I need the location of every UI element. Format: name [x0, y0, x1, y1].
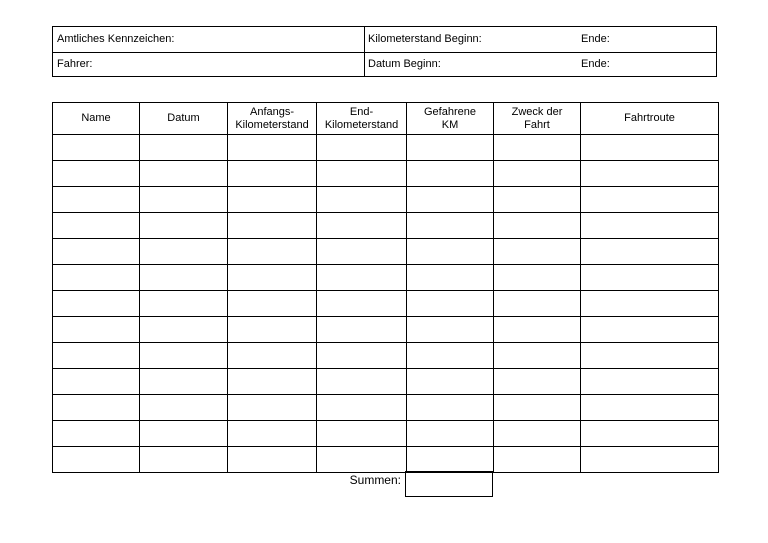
table-row	[53, 135, 719, 161]
table-cell[interactable]	[140, 265, 228, 291]
table-cell[interactable]	[228, 291, 317, 317]
table-cell[interactable]	[317, 161, 407, 187]
column-header-label: Name	[81, 112, 111, 124]
table-cell[interactable]	[228, 395, 317, 421]
table-cell[interactable]	[53, 161, 140, 187]
table-cell[interactable]	[53, 135, 140, 161]
table-cell[interactable]	[494, 161, 581, 187]
table-cell[interactable]	[581, 265, 719, 291]
table-cell[interactable]	[53, 187, 140, 213]
table-cell[interactable]	[407, 447, 494, 473]
table-cell[interactable]	[317, 395, 407, 421]
table-cell[interactable]	[228, 265, 317, 291]
vehicle-info-box	[52, 26, 717, 77]
totals-km-cell[interactable]	[405, 471, 493, 497]
table-cell[interactable]	[53, 291, 140, 317]
table-cell[interactable]	[140, 161, 228, 187]
table-cell[interactable]	[317, 291, 407, 317]
table-cell[interactable]	[581, 135, 719, 161]
table-cell[interactable]	[407, 161, 494, 187]
table-cell[interactable]	[581, 447, 719, 473]
table-cell[interactable]	[140, 213, 228, 239]
table-cell[interactable]	[228, 447, 317, 473]
table-cell[interactable]	[494, 395, 581, 421]
table-cell[interactable]	[581, 187, 719, 213]
totals-label: Summen:	[349, 473, 401, 487]
trip-log-table	[52, 102, 719, 473]
table-cell[interactable]	[228, 369, 317, 395]
table-cell[interactable]	[317, 213, 407, 239]
column-header-label: Zweck der Fahrt	[511, 105, 563, 131]
table-cell[interactable]	[53, 239, 140, 265]
table-cell[interactable]	[317, 447, 407, 473]
column-header-label: End- Kilometerstand	[324, 105, 399, 131]
table-cell[interactable]	[228, 421, 317, 447]
odometer-start-label: Kilometerstand Beginn:	[368, 33, 482, 45]
table-cell[interactable]	[140, 135, 228, 161]
table-cell[interactable]	[53, 395, 140, 421]
driver-label: Fahrer:	[57, 58, 93, 70]
table-cell[interactable]	[53, 265, 140, 291]
table-cell[interactable]	[140, 421, 228, 447]
table-row	[53, 291, 719, 317]
table-cell[interactable]	[140, 291, 228, 317]
table-cell[interactable]	[407, 187, 494, 213]
column-header-label: Gefahrene KM	[424, 105, 476, 131]
table-cell[interactable]	[317, 421, 407, 447]
table-cell[interactable]	[317, 369, 407, 395]
table-cell[interactable]	[407, 265, 494, 291]
table-cell[interactable]	[317, 265, 407, 291]
table-cell[interactable]	[494, 239, 581, 265]
table-cell[interactable]	[407, 317, 494, 343]
table-cell[interactable]	[494, 369, 581, 395]
table-cell[interactable]	[140, 447, 228, 473]
table-cell[interactable]	[581, 421, 719, 447]
table-cell[interactable]	[494, 213, 581, 239]
table-cell[interactable]	[228, 239, 317, 265]
table-cell[interactable]	[581, 395, 719, 421]
table-cell[interactable]	[228, 187, 317, 213]
table-row	[53, 343, 719, 369]
table-cell[interactable]	[407, 135, 494, 161]
table-cell[interactable]	[407, 421, 494, 447]
column-header-label: Fahrtroute	[624, 112, 675, 124]
table-cell[interactable]	[494, 291, 581, 317]
date-start-label: Datum Beginn:	[368, 58, 441, 70]
table-cell[interactable]	[140, 239, 228, 265]
table-cell[interactable]	[494, 317, 581, 343]
table-cell[interactable]	[140, 317, 228, 343]
table-cell[interactable]	[581, 317, 719, 343]
table-cell[interactable]	[494, 343, 581, 369]
table-cell[interactable]	[228, 161, 317, 187]
table-cell[interactable]	[581, 369, 719, 395]
table-cell[interactable]	[228, 135, 317, 161]
table-cell[interactable]	[317, 187, 407, 213]
table-cell[interactable]	[53, 447, 140, 473]
license-plate-label: Amtliches Kennzeichen:	[57, 33, 175, 45]
table-header-row	[53, 103, 719, 135]
column-header-end-odometer	[317, 103, 407, 135]
column-header-route	[581, 103, 719, 135]
table-row	[53, 395, 719, 421]
table-cell[interactable]	[407, 369, 494, 395]
column-header-label: Anfangs- Kilometerstand	[235, 105, 309, 131]
header-row-divider	[53, 52, 716, 53]
table-cell[interactable]	[53, 213, 140, 239]
table-cell[interactable]	[581, 213, 719, 239]
table-cell[interactable]	[228, 213, 317, 239]
column-header-date	[140, 103, 228, 135]
column-header-driven-km	[407, 103, 494, 135]
table-cell[interactable]	[494, 265, 581, 291]
table-cell[interactable]	[228, 317, 317, 343]
table-cell[interactable]	[494, 135, 581, 161]
table-row	[53, 447, 719, 473]
column-header-purpose	[494, 103, 581, 135]
table-cell[interactable]	[407, 239, 494, 265]
table-cell[interactable]	[53, 369, 140, 395]
column-header-label: Datum	[167, 112, 200, 124]
table-cell[interactable]	[53, 343, 140, 369]
table-cell[interactable]	[581, 239, 719, 265]
table-cell[interactable]	[140, 369, 228, 395]
table-cell[interactable]	[581, 343, 719, 369]
table-row	[53, 187, 719, 213]
table-cell[interactable]	[581, 291, 719, 317]
table-cell[interactable]	[317, 317, 407, 343]
table-cell[interactable]	[407, 395, 494, 421]
table-cell[interactable]	[140, 395, 228, 421]
table-cell[interactable]	[494, 447, 581, 473]
table-row	[53, 265, 719, 291]
column-header-name	[53, 103, 140, 135]
table-cell[interactable]	[317, 239, 407, 265]
table-cell[interactable]	[140, 343, 228, 369]
table-row	[53, 239, 719, 265]
table-row	[53, 421, 719, 447]
odometer-end-label: Ende:	[581, 33, 610, 45]
table-cell[interactable]	[317, 343, 407, 369]
table-cell[interactable]	[407, 213, 494, 239]
table-row	[53, 161, 719, 187]
table-cell[interactable]	[140, 187, 228, 213]
table-row	[53, 369, 719, 395]
column-header-start-odometer	[228, 103, 317, 135]
table-row	[53, 213, 719, 239]
table-cell[interactable]	[53, 421, 140, 447]
trip-log-body	[53, 135, 719, 473]
header-column-divider	[364, 27, 365, 76]
date-end-label: Ende:	[581, 58, 610, 70]
table-row	[53, 317, 719, 343]
table-cell[interactable]	[53, 317, 140, 343]
table-cell[interactable]	[494, 187, 581, 213]
table-cell[interactable]	[317, 135, 407, 161]
table-cell[interactable]	[228, 343, 317, 369]
table-cell[interactable]	[407, 343, 494, 369]
table-cell[interactable]	[581, 161, 719, 187]
table-cell[interactable]	[494, 421, 581, 447]
table-cell[interactable]	[407, 291, 494, 317]
